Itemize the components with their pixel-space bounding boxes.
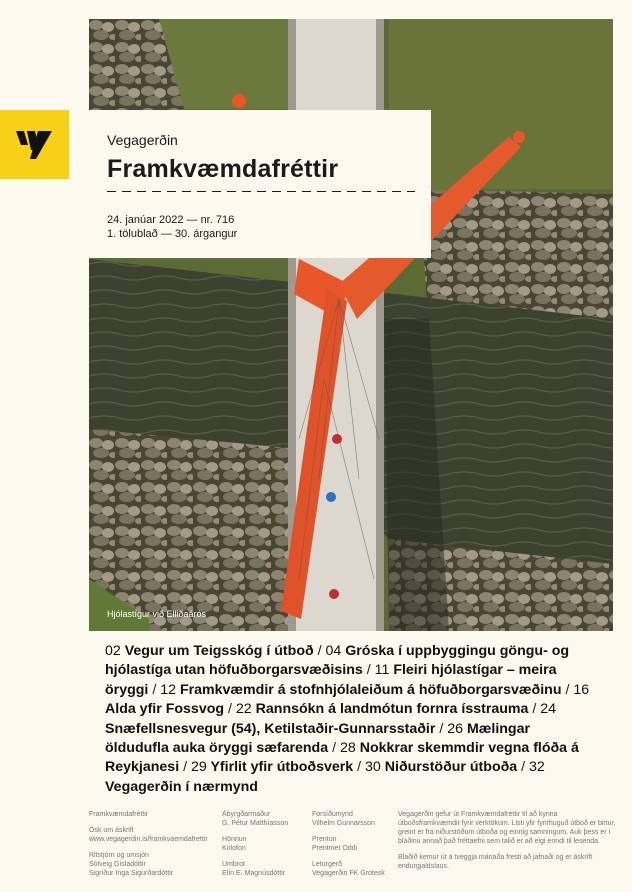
design-name: Kolofon bbox=[222, 845, 246, 852]
vegagerdin-logo-icon bbox=[0, 110, 69, 179]
toc-item[interactable]: 32 Vegagerðin í nærmynd bbox=[105, 759, 545, 795]
issue-line: 24. janúar 2022 — nr. 716 bbox=[107, 214, 235, 226]
toc-item[interactable]: 22 Rannsókn á landmótun fornra ísstrauma bbox=[235, 701, 529, 718]
page-title: Framkvæmdafréttir bbox=[107, 155, 339, 183]
toc-item[interactable]: 12 Framkvæmdir á stofnhjólaleiðum á höfuðborgarsvæðinu bbox=[160, 681, 562, 698]
responsible-name: G. Pétur Matthíasson bbox=[222, 820, 289, 827]
publisher-name: Vegagerðin bbox=[107, 132, 178, 148]
editor-name: Sólveig Gísladóttir bbox=[89, 861, 146, 868]
print-label: Prentun bbox=[312, 836, 337, 843]
footer-col-credits bbox=[222, 810, 288, 878]
layout-label: Umbrot bbox=[222, 861, 245, 868]
toc-item[interactable]: 28 Nokkrar skemmdir vegna flóða á Reykjanesi bbox=[105, 740, 579, 776]
toc-item[interactable]: 11 Fleiri hjólastígar – meira öryggi bbox=[105, 662, 557, 698]
footer-name: Framkvæmdafréttir bbox=[89, 811, 149, 818]
about-text: Vegagerðin gefur út Framkvæmdafréttir til að kynna útboðsframkvæmdir fyrir verktökum. Listi yfir fyrirhuguð útboð er birtur, greint er frá niðurstöðum útboða og einnig samningum. Auk þess er í blaðinu annað það fréttaefni sem talið er að eigi erindi til lesenda. bbox=[398, 811, 616, 845]
subscribe-label: Ósk um áskrift bbox=[89, 827, 134, 834]
font-name: Vegagerðin FK Grotesk bbox=[312, 870, 385, 877]
volume-line: 1. tölublað — 30. árgangur bbox=[107, 228, 238, 240]
layout-name: Elín E. Magnúsdóttir bbox=[222, 870, 286, 877]
toc-item[interactable]: 02 Vegur um Teigsskóg í útboð bbox=[105, 643, 314, 659]
toc-item[interactable]: 04 Gróska í uppbyggingu göngu- og hjólastíga utan höfuðborgarsvæðisins bbox=[105, 643, 570, 679]
editor-name: Sigríður Inga Sigurðardóttir bbox=[89, 870, 174, 877]
toc-item[interactable]: 29 Yfirlit yfir útboðsverk bbox=[191, 759, 354, 776]
responsible-label: Ábyrgðarmaður bbox=[222, 811, 271, 818]
subscribe-link[interactable]: www.vegagerdin.is/framkvaemdafrettir bbox=[89, 836, 208, 843]
footer-col-about bbox=[398, 810, 616, 871]
toc-item[interactable]: 30 Niðurstöður útboða bbox=[365, 759, 518, 776]
toc-item[interactable]: 26 Mælingar ölduduflа auka öryggi sæfarenda bbox=[105, 720, 531, 757]
editors-label: Ritstjórn og umsjón bbox=[89, 852, 149, 859]
title-box bbox=[89, 110, 431, 258]
photo-caption: Hjólastígur við Elliðaárós bbox=[107, 609, 207, 619]
design-label: Hönnun bbox=[222, 836, 247, 843]
footer-col-publication bbox=[89, 810, 208, 878]
cover-photo-credit: Vilhelm Gunnarsson bbox=[312, 820, 375, 827]
schedule-text: Blaðið kemur út á tveggja mánaða fresti að jafnaði og er áskrift endurgjaldslaus. bbox=[398, 854, 593, 870]
toc-item[interactable]: 24 Snæfellsnesvegur (54), Ketilstaðir-Gunnarsstaðir bbox=[105, 701, 557, 737]
cover-photo-label: Forsíðumynd bbox=[312, 811, 353, 818]
toc-item[interactable]: 16 Alda yfir Fossvog bbox=[105, 681, 590, 718]
font-label: Leturgerð bbox=[312, 861, 342, 868]
footer-col-production bbox=[312, 810, 385, 878]
table-of-contents: 02 Vegur um Teigsskóg í útboð / 04 Gróska í uppbyggingu göngu- og hjólastíga utan höfuðborgarsvæðisins / 11 Fleiri hjólastígar – meira öryggi / 12 Framkvæmdir á stofnhjólaleiðum á höfuðborgarsvæðinu / 16 Alda yfir Fossvog / 22 Rannsókn á landmótun fornra ísstrauma / 24 Snæfellsnesvegur (54), Ketilstaðir-Gunnarsstaðir / 26 Mælingar ölduduflа auka öryggi sæfarenda / 28 Nokkrar skemmdir vegna flóða á Reykjanesi / 29 Yfirlit yfir útboðsverk / 30 Niðurstöður útboða / 32 Vegagerðin í nærmynd bbox=[105, 643, 590, 795]
dashed-divider bbox=[107, 191, 415, 192]
print-name: Prentmet Oddi bbox=[312, 845, 358, 852]
